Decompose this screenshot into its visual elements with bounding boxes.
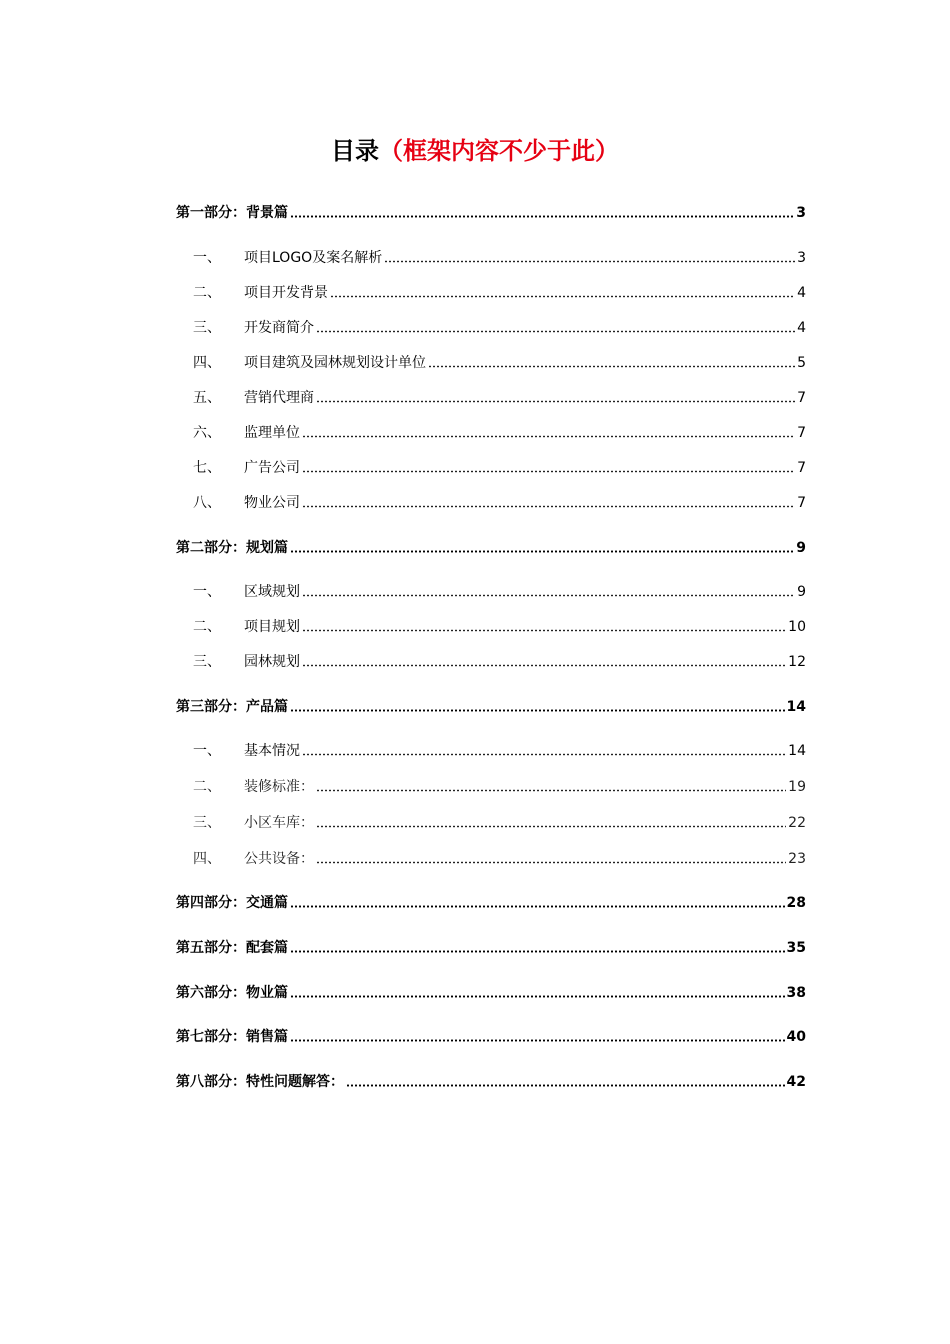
toc-sub-entry[interactable] <box>176 385 806 407</box>
toc-dot-leader <box>302 629 786 632</box>
toc-page-number: 19 <box>788 779 806 795</box>
toc-dot-leader <box>316 400 795 403</box>
toc-page-number: 28 <box>786 895 806 911</box>
toc-page-number: 14 <box>786 699 806 715</box>
toc-page-number: 9 <box>796 540 806 556</box>
toc-dot-leader <box>316 825 786 828</box>
toc-entry-label: 第一部分：背景篇 <box>176 205 288 221</box>
toc-entry-label: 小区车库： <box>244 815 314 831</box>
toc-entry-number: 三、 <box>193 815 221 831</box>
toc-page-number: 4 <box>797 285 806 301</box>
toc-part-entry[interactable] <box>176 694 806 716</box>
toc-page-number: 12 <box>788 654 806 670</box>
toc-part-entry[interactable] <box>176 1069 806 1091</box>
toc-dot-leader <box>290 995 785 998</box>
toc-page-number: 9 <box>797 584 806 600</box>
toc-sub-entry[interactable] <box>176 846 806 868</box>
toc-dot-leader <box>302 594 795 597</box>
toc-page-number: 7 <box>797 425 806 441</box>
toc-page-number: 5 <box>797 355 806 371</box>
toc-page-number: 3 <box>797 250 806 266</box>
toc-entry-number: 八、 <box>193 495 221 511</box>
toc-entry-number: 一、 <box>193 584 221 600</box>
toc-entry-label: 基本情况 <box>244 743 300 759</box>
toc-entry-number: 二、 <box>193 619 221 635</box>
toc-dot-leader <box>290 1039 785 1042</box>
toc-page-number: 23 <box>788 851 806 867</box>
toc-sub-entry[interactable] <box>176 280 806 302</box>
toc-entry-label: 装修标准： <box>244 779 314 795</box>
toc-dot-leader <box>290 950 785 953</box>
toc-part-entry[interactable] <box>176 980 806 1002</box>
toc-entry-number: 四、 <box>193 355 221 371</box>
toc-page-number: 40 <box>786 1029 806 1045</box>
toc-entry-label: 广告公司 <box>244 460 300 476</box>
page-title <box>0 135 950 167</box>
toc-entry-label: 营销代理商 <box>244 390 314 406</box>
toc-entry-label: 第二部分：规划篇 <box>176 540 288 556</box>
toc-part-entry[interactable] <box>176 935 806 957</box>
toc-entry-number: 六、 <box>193 425 221 441</box>
toc-dot-leader <box>316 330 795 333</box>
title-note: （框架内容不少于此） <box>379 137 619 165</box>
toc-sub-entry[interactable] <box>176 649 806 671</box>
toc-sub-entry[interactable] <box>176 579 806 601</box>
toc-sub-entry[interactable] <box>176 315 806 337</box>
toc-entry-label: 监理单位 <box>244 425 300 441</box>
toc-entry-label: 物业公司 <box>244 495 300 511</box>
toc-entry-number: 一、 <box>193 250 221 266</box>
toc-entry-label: 第八部分：特性问题解答： <box>176 1074 344 1090</box>
toc-sub-entry[interactable] <box>176 490 806 512</box>
toc-page-number: 22 <box>788 815 806 831</box>
toc-entry-label: 项目规划 <box>244 619 300 635</box>
toc-entry-label: 项目开发背景 <box>244 285 328 301</box>
toc-dot-leader <box>302 435 795 438</box>
toc-entry-label: 第七部分：销售篇 <box>176 1029 288 1045</box>
toc-dot-leader <box>290 215 794 218</box>
toc-dot-leader <box>302 664 786 667</box>
toc-dot-leader <box>316 789 786 792</box>
toc-page-number: 14 <box>788 743 806 759</box>
toc-page-number: 7 <box>797 390 806 406</box>
toc-entry-number: 四、 <box>193 851 221 867</box>
toc-dot-leader <box>346 1084 785 1087</box>
toc-page-number: 35 <box>786 940 806 956</box>
toc-dot-leader <box>290 550 794 553</box>
toc-part-entry[interactable] <box>176 200 806 222</box>
toc-dot-leader <box>330 295 795 298</box>
toc-entry-label: 项目LOGO及案名解析 <box>244 250 383 266</box>
toc-entry-number: 三、 <box>193 654 221 670</box>
toc-entry-number: 一、 <box>193 743 221 759</box>
toc-sub-entry[interactable] <box>176 420 806 442</box>
toc-sub-entry[interactable] <box>176 810 806 832</box>
toc-part-entry[interactable] <box>176 890 806 912</box>
toc-entry-number: 五、 <box>193 390 221 406</box>
toc-sub-entry[interactable] <box>176 350 806 372</box>
toc-dot-leader <box>316 861 786 864</box>
toc-part-entry[interactable] <box>176 1024 806 1046</box>
toc-entry-label: 第三部分：产品篇 <box>176 699 288 715</box>
toc-entry-number: 二、 <box>193 285 221 301</box>
toc-page-number: 38 <box>786 985 806 1001</box>
toc-sub-entry[interactable] <box>176 738 806 760</box>
toc-entry-label: 开发商简介 <box>244 320 314 336</box>
toc-entry-number: 三、 <box>193 320 221 336</box>
toc-sub-entry[interactable] <box>176 245 806 267</box>
toc-dot-leader <box>290 905 785 908</box>
toc-page-number: 7 <box>797 495 806 511</box>
toc-entry-label: 区域规划 <box>244 584 300 600</box>
toc-page-number: 4 <box>797 320 806 336</box>
toc-dot-leader <box>384 260 795 263</box>
toc-part-entry[interactable] <box>176 535 806 557</box>
toc-entry-label: 项目建筑及园林规划设计单位 <box>244 355 426 371</box>
toc-entry-label: 园林规划 <box>244 654 300 670</box>
toc-sub-entry[interactable] <box>176 614 806 636</box>
toc-entry-number: 七、 <box>193 460 221 476</box>
toc-entry-label: 第六部分：物业篇 <box>176 985 288 1001</box>
toc-dot-leader <box>302 505 795 508</box>
toc-page-number: 42 <box>786 1074 806 1090</box>
toc-dot-leader <box>290 709 785 712</box>
toc-page-number: 10 <box>788 619 806 635</box>
toc-entry-label: 公共设备： <box>244 851 314 867</box>
title-main: 目录 <box>331 137 379 165</box>
toc-dot-leader <box>428 365 795 368</box>
toc-entry-label: 第五部分：配套篇 <box>176 940 288 956</box>
toc-sub-entry[interactable] <box>176 455 806 477</box>
toc-page-number: 7 <box>797 460 806 476</box>
toc-dot-leader <box>302 470 795 473</box>
toc-entry-number: 二、 <box>193 779 221 795</box>
toc-dot-leader <box>302 753 786 756</box>
toc-entry-label: 第四部分：交通篇 <box>176 895 288 911</box>
toc-page-number: 3 <box>796 205 806 221</box>
toc-sub-entry[interactable] <box>176 774 806 796</box>
